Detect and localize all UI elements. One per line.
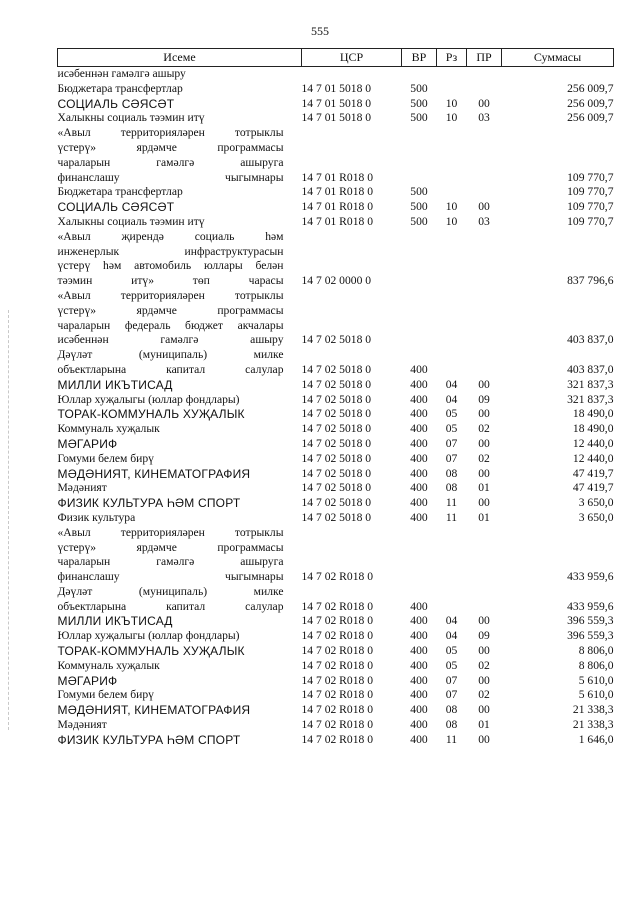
row-csr: 14 7 02 0000 0 [301, 274, 372, 288]
row-pr: 02 [478, 688, 490, 702]
row-name [58, 644, 302, 659]
row-name-line: ТОРАК-КОММУНАЛЬ ХУҖАЛЫК [57, 644, 245, 659]
row-rz: 10 [445, 200, 458, 214]
row-name-line: исәбеннән гамәлгә ашыру [57, 67, 186, 80]
row-vr: 400 [410, 481, 428, 495]
row-name-line: исәбеннән гамәлгә ашыру [57, 333, 284, 347]
row-name-line: Гомуми белем бирү [57, 451, 154, 465]
row-sum: 1 646,0 [578, 732, 614, 746]
table-row [58, 407, 614, 422]
row-name-line: Гомуми белем бирү [57, 688, 154, 702]
row-csr: 14 7 02 R018 0 [301, 673, 373, 687]
row-rz: 08 [445, 703, 458, 717]
row-vr: 400 [410, 703, 428, 717]
row-vr: 400 [410, 392, 428, 406]
row-name-line: Мәдәният [57, 718, 107, 732]
row-pr: 00 [478, 496, 490, 510]
row-name-line: МӘГАРИФ [57, 673, 118, 688]
table-row [58, 97, 614, 112]
table-row [58, 511, 614, 526]
row-name [58, 526, 302, 585]
row-pr [467, 289, 502, 348]
row-pr: 09 [478, 629, 490, 643]
row-pr: 00 [478, 407, 490, 421]
table-body [58, 67, 614, 748]
header-sum: Суммасы [502, 49, 614, 67]
row-csr: 14 7 02 R018 0 [301, 599, 373, 613]
row-pr: 01 [478, 718, 490, 732]
row-sum: 12 440,0 [572, 436, 614, 450]
row-name [58, 718, 302, 733]
row-name [58, 185, 302, 200]
row-vr: 500 [410, 185, 428, 199]
row-name [58, 407, 302, 422]
table-row [58, 733, 614, 748]
row-pr [467, 82, 502, 97]
row-sum: 321 837,3 [567, 392, 614, 406]
row-vr: 400 [410, 718, 428, 732]
table-row [58, 200, 614, 215]
row-name-line: Бюджетара трансфертлар [57, 81, 183, 95]
table-row [58, 289, 614, 348]
row-name-line: МӘГАРИФ [57, 436, 118, 451]
row-name-line: «Авыл территорияләрен тотрыклы [57, 126, 284, 140]
row-rz: 07 [445, 673, 458, 687]
row-vr: 400 [410, 658, 428, 672]
row-sum: 5 610,0 [578, 673, 614, 687]
row-sum: 433 959,6 [567, 570, 614, 584]
row-pr: 00 [478, 96, 490, 110]
row-name [58, 467, 302, 482]
row-pr: 02 [478, 451, 490, 465]
row-name [58, 674, 302, 689]
row-rz: 11 [445, 510, 458, 524]
header-csr: ЦСР [302, 49, 402, 67]
row-name-line: финанслашу чыгымнары [57, 570, 284, 584]
row-name [58, 348, 302, 378]
row-vr: 400 [410, 466, 428, 480]
row-pr: 00 [478, 732, 490, 746]
row-rz: 08 [445, 481, 458, 495]
row-sum: 109 770,7 [567, 214, 614, 228]
row-rz: 05 [445, 644, 458, 658]
margin-scan-line [8, 310, 10, 730]
row-sum: 47 419,7 [572, 466, 614, 480]
row-name-line: инженерлык инфраструктурасын [57, 244, 284, 258]
row-name-line: МӘДӘНИЯТ, КИНЕМАТОГРАФИЯ [57, 466, 251, 481]
row-rz: 11 [445, 496, 458, 510]
row-sum: 18 490,0 [572, 407, 614, 421]
row-csr: 14 7 01 5018 0 [301, 111, 372, 125]
row-name-line: МИЛЛИ ИКЪТИСАД [57, 614, 173, 629]
row-name [58, 67, 302, 82]
row-csr: 14 7 02 5018 0 [301, 510, 372, 524]
row-sum: 8 806,0 [578, 658, 614, 672]
row-rz: 11 [445, 732, 458, 746]
row-csr [302, 67, 402, 82]
row-name [58, 733, 302, 748]
row-csr: 14 7 02 R018 0 [301, 658, 373, 672]
row-pr [467, 67, 502, 82]
table-row [58, 644, 614, 659]
row-pr [467, 185, 502, 200]
row-csr: 14 7 01 R018 0 [301, 170, 373, 184]
row-vr: 400 [410, 496, 428, 510]
row-name-line: Халыкны социаль тәэмин итү [57, 214, 205, 228]
page-number: 555 [311, 24, 329, 38]
row-name [58, 393, 302, 408]
row-sum: 47 419,7 [572, 481, 614, 495]
row-rz: 05 [445, 658, 458, 672]
row-rz: 05 [445, 422, 458, 436]
row-vr: 500 [410, 96, 428, 110]
row-sum: 433 959,6 [567, 599, 614, 613]
table-header [58, 49, 614, 67]
row-rz: 10 [445, 111, 458, 125]
row-name-line: чараларын гамәлгә ашыруга [57, 155, 284, 169]
table-row [58, 526, 614, 585]
row-name-line: чараларын федераль бюджет акчалары [57, 318, 284, 332]
row-name-line: Коммуналь хуҗалык [57, 658, 160, 672]
row-name-line: объектларына капитал салулар [57, 599, 284, 613]
row-name-line: ТОРАК-КОММУНАЛЬ ХУҖАЛЫК [57, 407, 245, 422]
row-csr: 14 7 02 R018 0 [301, 570, 373, 584]
table-row [58, 481, 614, 496]
row-csr: 14 7 02 5018 0 [301, 451, 372, 465]
row-pr: 01 [478, 481, 490, 495]
row-vr: 400 [410, 362, 428, 376]
row-pr [467, 230, 502, 289]
row-vr [402, 230, 437, 289]
row-pr [467, 526, 502, 585]
row-vr: 400 [410, 510, 428, 524]
row-csr: 14 7 02 5018 0 [301, 481, 372, 495]
row-vr: 400 [410, 599, 428, 613]
row-name [58, 215, 302, 230]
row-sum: 256 009,7 [567, 111, 614, 125]
row-sum: 21 338,3 [572, 718, 614, 732]
row-name [58, 126, 302, 185]
row-sum: 396 559,3 [567, 614, 614, 628]
row-name-line: чараларын гамәлгә ашыруга [57, 555, 284, 569]
row-csr: 14 7 01 R018 0 [301, 200, 373, 214]
row-name [58, 496, 302, 511]
header-pr: ПР [467, 49, 502, 67]
row-name-line: тәэмин итү» төп чарасы [57, 274, 284, 288]
budget-table [57, 48, 614, 748]
row-name [58, 614, 302, 629]
row-sum: 18 490,0 [572, 422, 614, 436]
row-pr [467, 126, 502, 185]
table-row [58, 378, 614, 393]
row-pr: 00 [478, 466, 490, 480]
table-row [58, 111, 614, 126]
row-sum: 109 770,7 [567, 185, 614, 199]
row-sum: 8 806,0 [578, 644, 614, 658]
row-csr: 14 7 02 5018 0 [301, 362, 372, 376]
table-row [58, 185, 614, 200]
row-name-line: үстерү» ярдәмче программасы [57, 540, 284, 554]
row-pr: 00 [478, 644, 490, 658]
row-name-line: СОЦИАЛЬ СӘЯСӘТ [57, 96, 175, 111]
row-csr: 14 7 02 5018 0 [301, 333, 372, 347]
table-row [58, 467, 614, 482]
table-row [58, 688, 614, 703]
row-name-line: Юллар хуҗалыгы (юллар фондлары) [57, 392, 240, 406]
row-csr: 14 7 02 R018 0 [301, 688, 373, 702]
row-name [58, 289, 302, 348]
row-csr: 14 7 02 5018 0 [301, 422, 372, 436]
row-vr [402, 526, 437, 585]
row-rz: 08 [445, 466, 458, 480]
row-pr: 00 [478, 673, 490, 687]
row-name [58, 378, 302, 393]
row-sum: 109 770,7 [567, 200, 614, 214]
row-name [58, 629, 302, 644]
row-rz: 07 [445, 436, 458, 450]
table-row [58, 348, 614, 378]
row-pr: 02 [478, 422, 490, 436]
row-rz [437, 585, 467, 615]
row-csr: 14 7 02 5018 0 [301, 377, 372, 391]
row-name [58, 82, 302, 97]
row-vr: 400 [410, 407, 428, 421]
table-row [58, 67, 614, 82]
row-sum: 3 650,0 [578, 496, 614, 510]
table-row [58, 674, 614, 689]
table-row [58, 496, 614, 511]
row-pr [467, 585, 502, 615]
table-row [58, 82, 614, 97]
row-name-line: Физик культура [57, 510, 136, 524]
row-pr [467, 348, 502, 378]
row-vr [402, 289, 437, 348]
row-name [58, 111, 302, 126]
row-name [58, 422, 302, 437]
row-rz: 08 [445, 718, 458, 732]
row-rz: 10 [445, 96, 458, 110]
row-sum: 256 009,7 [567, 81, 614, 95]
row-name-line: финанслашу чыгымнары [57, 170, 284, 184]
row-rz [437, 289, 467, 348]
row-vr: 500 [410, 111, 428, 125]
row-vr: 400 [410, 644, 428, 658]
row-sum: 5 610,0 [578, 688, 614, 702]
row-vr [402, 126, 437, 185]
table-row [58, 393, 614, 408]
row-csr: 14 7 02 5018 0 [301, 496, 372, 510]
row-sum: 3 650,0 [578, 510, 614, 524]
row-name [58, 585, 302, 615]
row-csr: 14 7 02 5018 0 [301, 466, 372, 480]
row-name-line: үстерү һәм автомобиль юллары белән [57, 259, 284, 273]
row-vr: 400 [410, 422, 428, 436]
row-pr: 01 [478, 510, 490, 524]
row-sum: 837 796,6 [567, 274, 614, 288]
row-pr: 00 [478, 703, 490, 717]
header-vr: ВР [402, 49, 437, 67]
row-name [58, 511, 302, 526]
row-csr: 14 7 02 5018 0 [301, 407, 372, 421]
table-row [58, 585, 614, 615]
row-name-line: үстерү» ярдәмче программасы [57, 140, 284, 154]
row-csr: 14 7 02 5018 0 [301, 392, 372, 406]
table-row [58, 422, 614, 437]
table-row [58, 629, 614, 644]
row-name [58, 437, 302, 452]
table-row [58, 659, 614, 674]
row-name-line: Дәүләт (муниципаль) милке [57, 584, 284, 598]
table-row [58, 230, 614, 289]
row-sum [502, 67, 614, 82]
row-name [58, 97, 302, 112]
row-vr: 500 [410, 214, 428, 228]
row-rz: 04 [445, 614, 458, 628]
row-rz: 10 [445, 214, 458, 228]
row-csr: 14 7 01 R018 0 [301, 214, 373, 228]
row-vr: 400 [410, 629, 428, 643]
row-pr: 00 [478, 614, 490, 628]
row-csr: 14 7 02 R018 0 [301, 629, 373, 643]
row-name-line: «Авыл территорияләрен тотрыклы [57, 288, 284, 302]
row-rz [437, 82, 467, 97]
row-pr: 03 [478, 111, 490, 125]
row-name-line: Дәүләт (муниципаль) милке [57, 348, 284, 362]
row-pr: 09 [478, 392, 490, 406]
header-name: Исеме [58, 49, 302, 67]
row-name-line: МӘДӘНИЯТ, КИНЕМАТОГРАФИЯ [57, 703, 251, 718]
header-rz: Рз [437, 49, 467, 67]
row-pr: 00 [478, 436, 490, 450]
row-pr: 03 [478, 214, 490, 228]
row-pr: 00 [478, 200, 490, 214]
row-name-line: СОЦИАЛЬ СӘЯСӘТ [57, 200, 175, 215]
row-csr: 14 7 01 5018 0 [301, 96, 372, 110]
row-csr: 14 7 01 R018 0 [301, 185, 373, 199]
row-name-line: ФИЗИК КУЛЬТУРА ҺӘМ СПОРТ [57, 732, 241, 747]
row-csr: 14 7 02 R018 0 [301, 703, 373, 717]
row-name [58, 659, 302, 674]
row-rz: 05 [445, 407, 458, 421]
row-name-line: Халыкны социаль тәэмин итү [57, 111, 205, 125]
row-name-line: ФИЗИК КУЛЬТУРА ҺӘМ СПОРТ [57, 496, 241, 511]
row-csr: 14 7 02 R018 0 [301, 644, 373, 658]
table-row [58, 126, 614, 185]
row-name-line: Мәдәният [57, 481, 107, 495]
table-row [58, 215, 614, 230]
row-name-line: МИЛЛИ ИКЪТИСАД [57, 377, 173, 392]
row-name [58, 230, 302, 289]
row-pr: 02 [478, 658, 490, 672]
row-sum: 21 338,3 [572, 703, 614, 717]
row-csr: 14 7 02 R018 0 [301, 732, 373, 746]
row-name-line: объектларына капитал салулар [57, 362, 284, 376]
row-vr: 500 [410, 200, 428, 214]
row-sum: 403 837,0 [567, 362, 614, 376]
row-name [58, 481, 302, 496]
row-name [58, 703, 302, 718]
row-name-line: «Авыл территорияләрен тотрыклы [57, 525, 284, 539]
row-rz: 04 [445, 377, 458, 391]
row-csr: 14 7 02 R018 0 [301, 718, 373, 732]
row-rz: 04 [445, 629, 458, 643]
row-vr: 400 [410, 688, 428, 702]
row-csr: 14 7 02 R018 0 [301, 614, 373, 628]
row-vr: 400 [410, 732, 428, 746]
row-rz [437, 230, 467, 289]
row-rz: 07 [445, 688, 458, 702]
row-name [58, 452, 302, 467]
row-vr: 400 [410, 436, 428, 450]
row-name-line: Юллар хуҗалыгы (юллар фондлары) [57, 629, 240, 643]
row-sum: 12 440,0 [572, 451, 614, 465]
row-rz [437, 348, 467, 378]
row-rz [437, 67, 467, 82]
row-sum: 256 009,7 [567, 96, 614, 110]
row-vr: 500 [410, 81, 428, 95]
row-sum: 403 837,0 [567, 333, 614, 347]
table-row [58, 614, 614, 629]
row-rz [437, 526, 467, 585]
table-row [58, 452, 614, 467]
row-vr: 400 [410, 614, 428, 628]
table-row [58, 718, 614, 733]
row-sum: 321 837,3 [567, 377, 614, 391]
row-name-line: Коммуналь хуҗалык [57, 422, 160, 436]
row-name [58, 688, 302, 703]
row-rz: 04 [445, 392, 458, 406]
row-name [58, 200, 302, 215]
row-pr: 00 [478, 377, 490, 391]
table-row [58, 437, 614, 452]
row-vr: 400 [410, 377, 428, 391]
row-name-line: Бюджетара трансфертлар [57, 185, 183, 199]
row-vr [402, 67, 437, 82]
table-row [58, 703, 614, 718]
row-rz: 07 [445, 451, 458, 465]
row-rz [437, 185, 467, 200]
row-csr: 14 7 02 5018 0 [301, 436, 372, 450]
row-csr: 14 7 01 5018 0 [301, 81, 372, 95]
row-vr: 400 [410, 673, 428, 687]
row-sum: 109 770,7 [567, 170, 614, 184]
row-sum: 396 559,3 [567, 629, 614, 643]
row-rz [437, 126, 467, 185]
row-name-line: үстерү» ярдәмче программасы [57, 303, 284, 317]
row-name-line: «Авыл җирендә социаль һәм [57, 229, 284, 243]
row-vr: 400 [410, 451, 428, 465]
